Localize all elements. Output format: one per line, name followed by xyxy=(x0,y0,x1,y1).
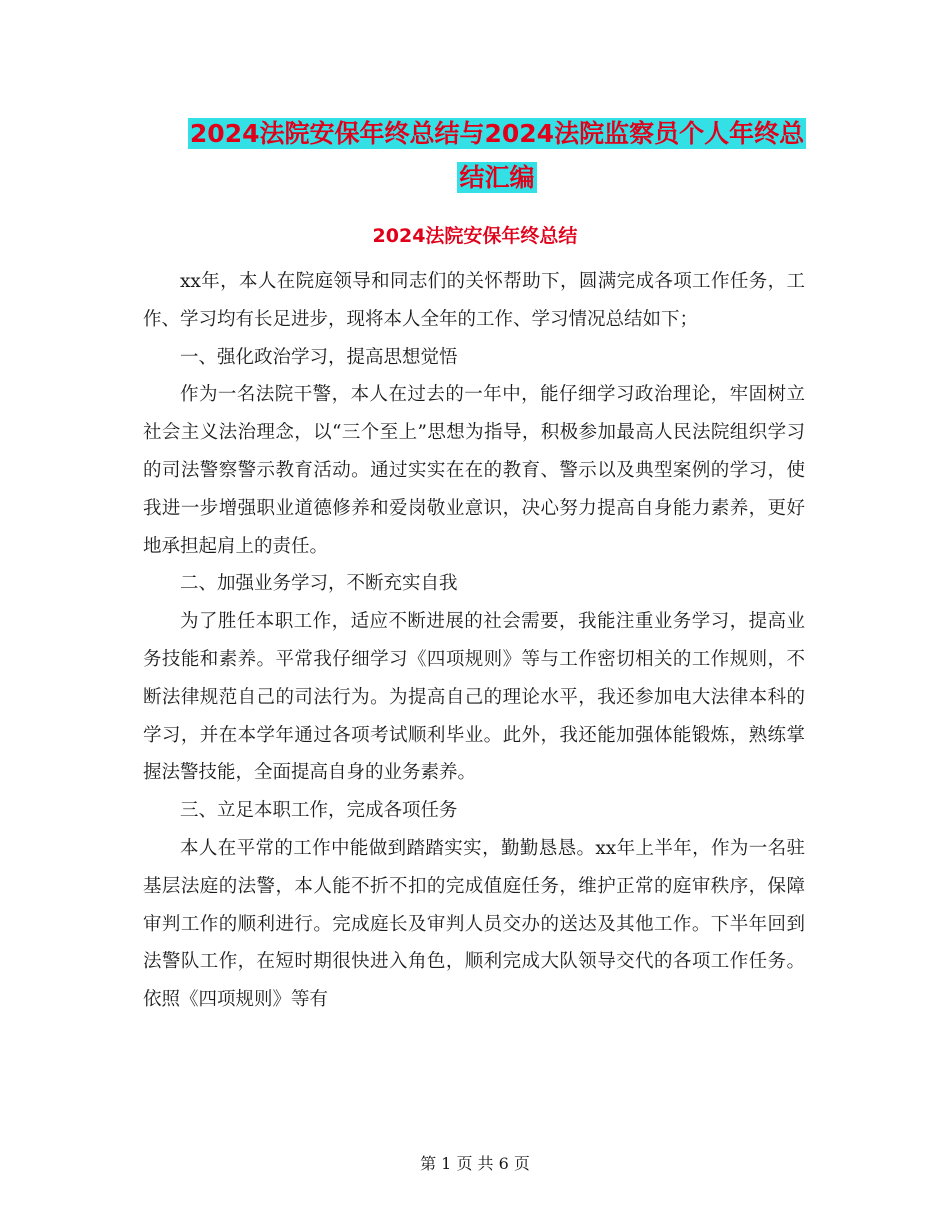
document-title-line1: 2024法院安保年终总结与2024法院监察员个人年终总 xyxy=(189,119,805,148)
page-footer: 第 1 页 共 6 页 xyxy=(420,1154,530,1173)
paragraph: 本人在平常的工作中能做到踏踏实实，勤勤恳恳。xx年上半年，作为一名驻基层法庭的法警，本人能不折不扣的完成值庭任务，维护正常的庭审秩序，保障审判工作的顺利进行。完成庭长及审判人员交办的送达及其他工作。下半年回到法警队工作，在短时期很快进入角色，顺利完成大队领导交代的各项工作任务。依照《四项规则》等有 xyxy=(143,837,805,1011)
document-body xyxy=(143,263,805,1019)
section-title: 2024法院安保年终总结 xyxy=(372,225,578,247)
paragraph: 作为一名法院干警，本人在过去的一年中，能仔细学习政治理论，牢固树立社会主义法治理念，以“三个至上”思想为指导，积极参加最高人民法院组织学习的司法警察警示教育活动。通过实实在在的教育、警示以及典型案例的学习，使我进一步增强职业道德修养和爱岗敬业意识，决心努力提高自身能力素养，更好地承担起肩上的责任。 xyxy=(143,384,805,557)
document-title xyxy=(140,112,854,200)
heading-paragraph: 一、强化政治学习，提高思想觉悟 xyxy=(180,346,458,368)
heading-paragraph: 三、立足本职工作，完成各项任务 xyxy=(180,800,458,822)
paragraph: xx年，本人在院庭领导和同志们的关怀帮助下，圆满完成各项工作任务，工作、学习均有长足进步，现将本人全年的工作、学习情况总结如下； xyxy=(143,271,805,330)
document-title-line2: 结汇编 xyxy=(459,163,535,192)
heading-paragraph: 二、加强业务学习，不断充实自我 xyxy=(180,573,458,595)
paragraph: 为了胜任本职工作，适应不断进展的社会需要，我能注重业务学习，提高业务技能和素养。平常我仔细学习《四项规则》等与工作密切相关的工作规则，不断法律规范自己的司法行为。为提高自己的理论水平，我还参加电大法律本科的学习，并在本学年通过各项考试顺利毕业。此外，我还能加强体能锻炼，熟练掌握法警技能，全面提高自身的业务素养。 xyxy=(143,611,805,784)
